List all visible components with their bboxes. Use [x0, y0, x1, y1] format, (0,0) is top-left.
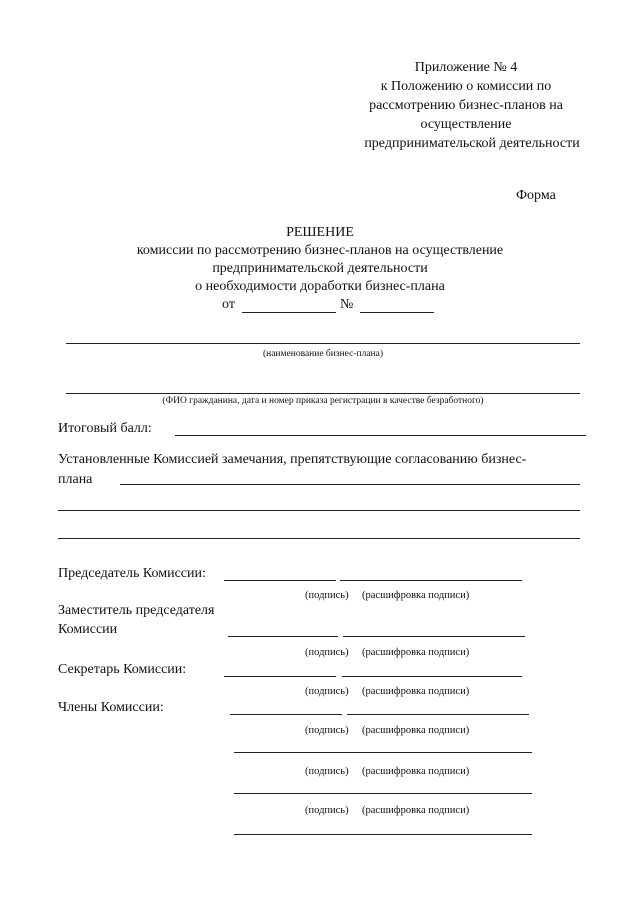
total-score-field-line[interactable] [175, 435, 586, 436]
member-2-sign-caption: (подпись) [305, 766, 349, 777]
chairman-signature-line[interactable] [224, 580, 336, 581]
member-1-sign-caption: (подпись) [305, 725, 349, 736]
member-3-sign-caption: (подпись) [305, 805, 349, 816]
date-label: от [222, 297, 235, 312]
appendix-line-2: к Положению о комиссии по [380, 79, 552, 94]
remarks-label-line-1: Установленные Комиссией замечания, препятствующие согласованию бизнес- [58, 452, 527, 467]
number-field-line[interactable] [360, 312, 434, 313]
deputy-label-line-2: Комиссии [58, 622, 118, 637]
remarks-label-line-2: плана [58, 472, 93, 487]
remarks-field-line-1[interactable] [120, 484, 580, 485]
total-score-label: Итоговый балл: [58, 421, 152, 436]
remarks-field-line-3[interactable] [58, 538, 580, 539]
secretary-decode-caption: (расшифровка подписи) [362, 686, 470, 697]
form-label: Форма [516, 188, 556, 203]
chairman-sign-caption: (подпись) [305, 590, 349, 601]
plan-name-field-line[interactable] [66, 343, 580, 344]
chairman-decode-caption: (расшифровка подписи) [362, 590, 470, 601]
member-2-signature-line[interactable] [234, 752, 532, 753]
members-label: Члены Комиссии: [58, 700, 164, 715]
citizen-caption: (ФИО гражданина, дата и номер приказа регистрации в качестве безработного) [162, 396, 484, 406]
deputy-decode-line[interactable] [343, 636, 525, 637]
member-3-decode-caption: (расшифровка подписи) [362, 805, 470, 816]
secretary-decode-line[interactable] [342, 676, 522, 677]
document-title: РЕШЕНИЕ [286, 225, 354, 240]
member-1-decode-line[interactable] [347, 714, 529, 715]
member-1-signature-line[interactable] [230, 714, 342, 715]
heading-line-3: о необходимости доработки бизнес-плана [195, 279, 445, 294]
deputy-label-line-1: Заместитель председателя [58, 603, 215, 618]
deputy-sign-caption: (подпись) [305, 647, 349, 658]
date-field-line[interactable] [242, 312, 336, 313]
citizen-field-line[interactable] [66, 393, 580, 394]
deputy-signature-line[interactable] [228, 636, 338, 637]
appendix-line-3: рассмотрению бизнес-планов на [369, 98, 563, 113]
secretary-sign-caption: (подпись) [305, 686, 349, 697]
heading-line-1: комиссии по рассмотрению бизнес-планов на осуществление [136, 243, 504, 258]
remarks-field-line-2[interactable] [58, 510, 580, 511]
chairman-label: Председатель Комиссии: [58, 566, 206, 581]
chairman-decode-line[interactable] [340, 580, 522, 581]
secretary-label: Секретарь Комиссии: [58, 662, 187, 677]
member-1-decode-caption: (расшифровка подписи) [362, 725, 470, 736]
deputy-decode-caption: (расшифровка подписи) [362, 647, 470, 658]
member-2-decode-caption: (расшифровка подписи) [362, 766, 470, 777]
member-4-signature-line[interactable] [234, 834, 532, 835]
number-label: № [340, 297, 354, 312]
appendix-line-5: предпринимательской деятельности [364, 136, 580, 151]
member-3-signature-line[interactable] [234, 793, 532, 794]
secretary-signature-line[interactable] [224, 676, 336, 677]
appendix-line-4: осуществление [420, 117, 512, 132]
plan-name-caption: (наименование бизнес-плана) [262, 349, 384, 359]
appendix-line-1: Приложение № 4 [414, 60, 518, 75]
heading-line-2: предпринимательской деятельности [212, 261, 428, 276]
